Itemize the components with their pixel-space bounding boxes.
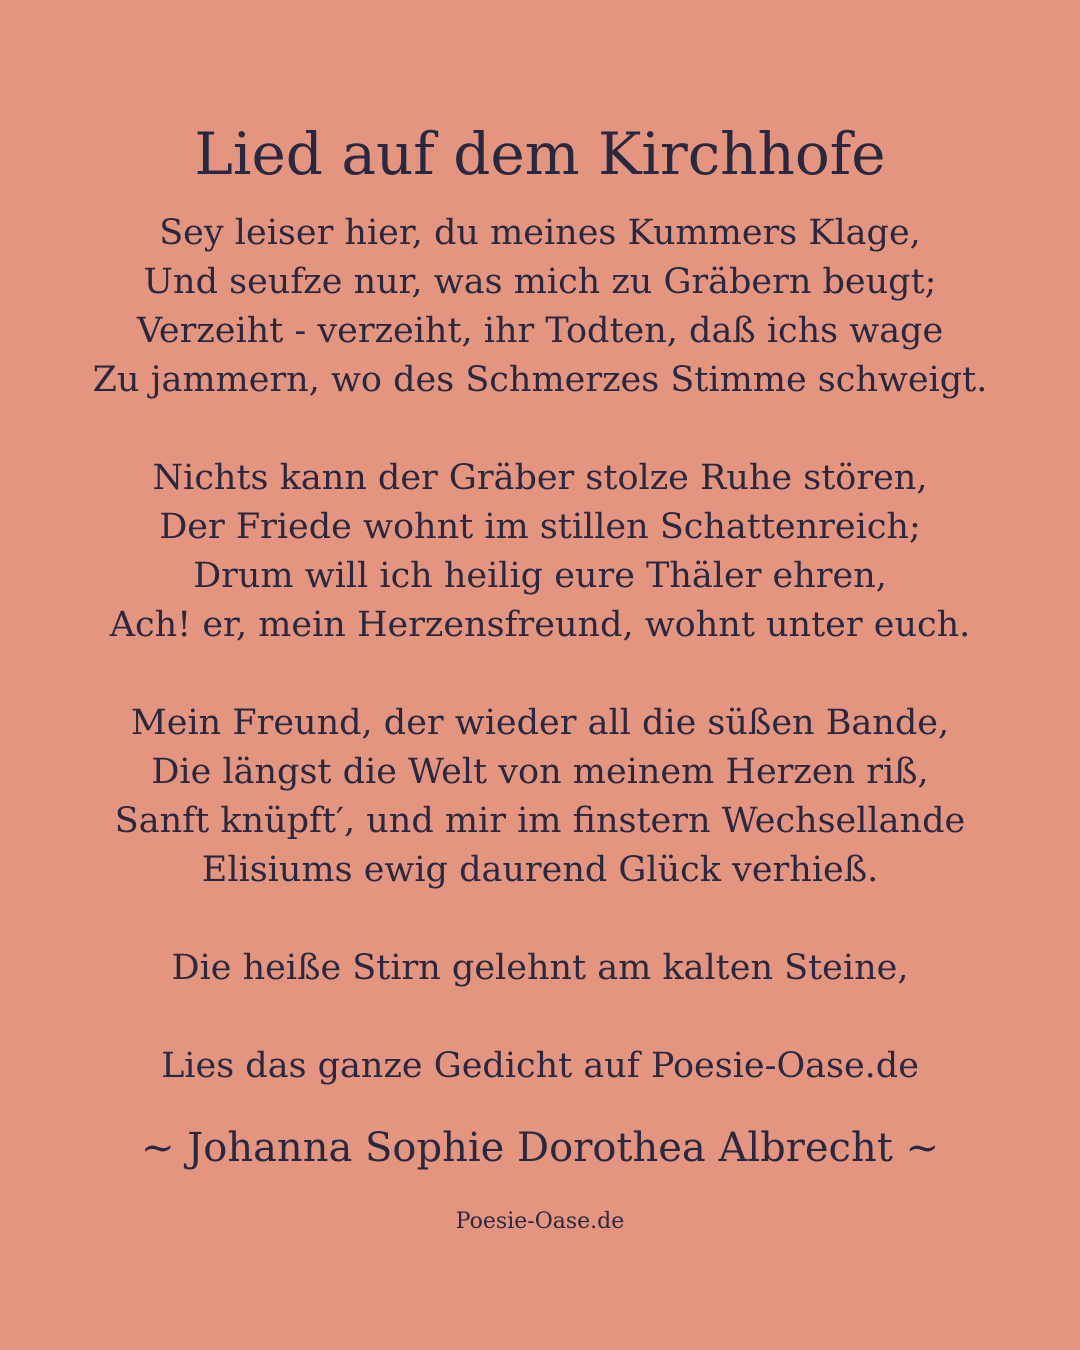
verse-line: Mein Freund, der wieder all die süßen Bande,	[130, 703, 950, 743]
author-name: ~ Johanna Sophie Dorothea Albrecht ~	[140, 1125, 940, 1171]
verse-line: Und seufze nur, was mich zu Gräbern beugt;	[143, 262, 937, 302]
verse-line: Verzeiht - verzeiht, ihr Todten, daß ichs wage	[136, 311, 944, 351]
verse-line: Nichts kann der Gräber stolze Ruhe stören,	[152, 458, 928, 498]
verse-line: Der Friede wohnt im stillen Schattenreich;	[159, 507, 921, 547]
verse-line: Drum will ich heilig eure Thäler ehren,	[193, 556, 887, 596]
verse-line: Elisiums ewig daurend Glück verhieß.	[201, 850, 879, 890]
stanza-2	[0, 454, 1080, 650]
verse-line: Ach! er, mein Herzensfreund, wohnt unter euch.	[109, 605, 971, 645]
read-more-text: Lies das ganze Gedicht auf Poesie-Oase.de	[161, 1046, 919, 1086]
site-footer: Poesie-Oase.de	[455, 1209, 625, 1234]
verse-line: Sey leiser hier, du meines Kummers Klage,	[159, 213, 921, 253]
stanza-1	[0, 209, 1080, 405]
poem-title: Lied auf dem Kirchhofe	[194, 120, 886, 188]
stanza-3	[0, 699, 1080, 895]
verse-line: Sanft knüpft′, und mir im finstern Wechsellande	[114, 801, 966, 841]
verse-line: Die längst die Welt von meinem Herzen riß,	[151, 752, 929, 792]
verse-line: Zu jammern, wo des Schmerzes Stimme schweigt.	[92, 360, 988, 400]
stanza-4	[0, 944, 1080, 993]
verse-line: Die heiße Stirn gelehnt am kalten Steine,	[171, 948, 909, 988]
